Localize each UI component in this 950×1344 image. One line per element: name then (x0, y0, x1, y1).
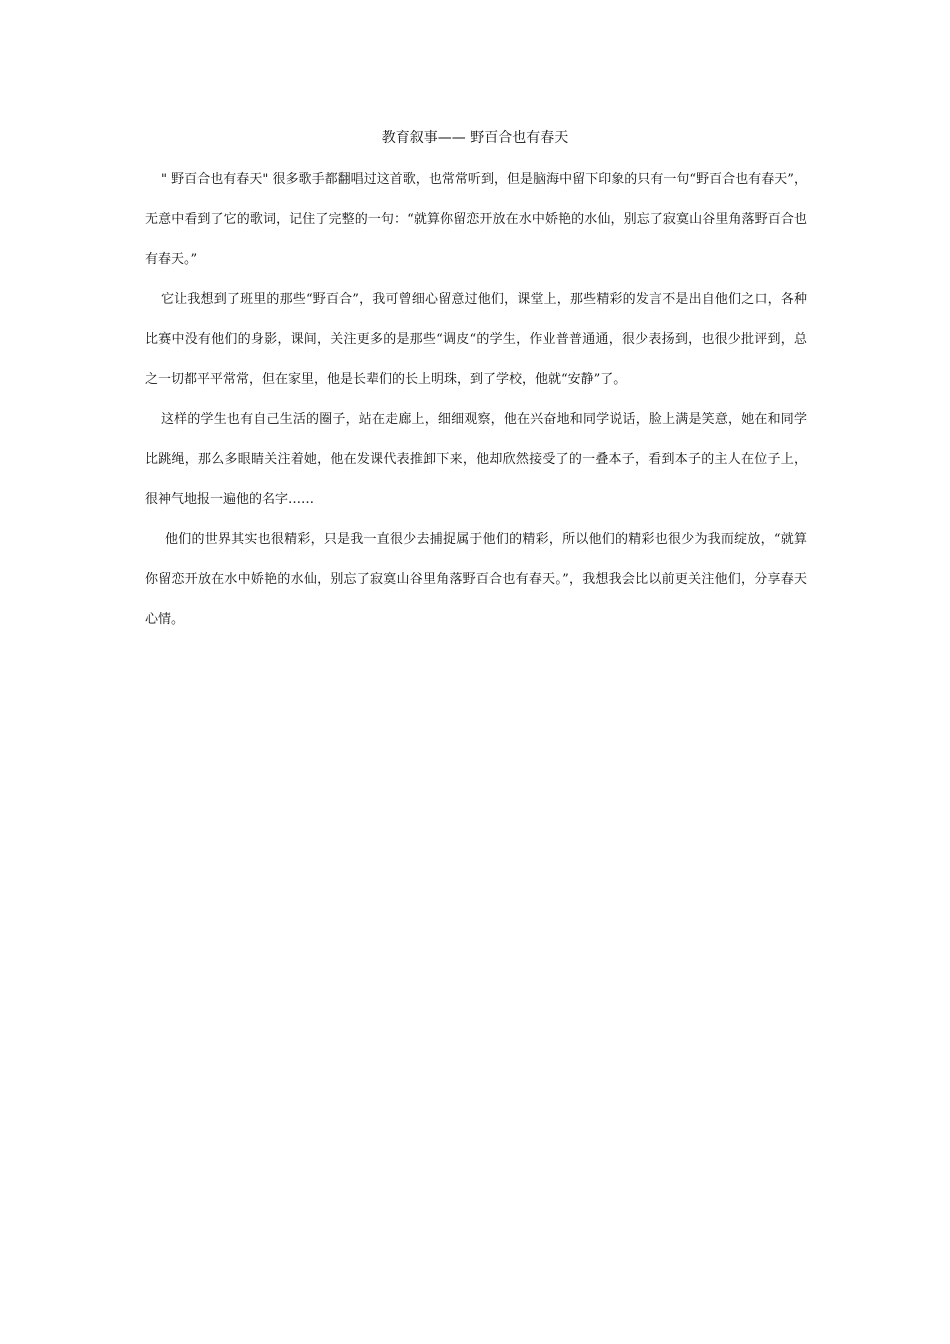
document-title: 教育叙事—— 野百合也有春天 (381, 130, 569, 146)
paragraph-1: " 野百合也有春天" 很多歌手都翻唱过这首歌，也常常听到，但是脑海中留下印象的只有一句“野百合也有春天”，无意中看到了它的歌词，记住了完整的一句：“就算你留恋开放在水中娇艳的水仙，别忘了寂寞山谷里角落野百合也有春天。” (145, 172, 807, 267)
document-body (145, 160, 807, 640)
paragraph-4: 他们的世界其实也很精彩，只是我一直很少去捕捉属于他们的精彩，所以他们的精彩也很少为我而绽放，“就算你留恋开放在水中娇艳的水仙，别忘了寂寞山谷里角落野百合也有春天。”，我想我会比以前更关注他们，分享春天心情。 (145, 532, 807, 627)
paragraph-3: 这样的学生也有自己生活的圈子，站在走廊上，细细观察，他在兴奋地和同学说话，脸上满是笑意，她在和同学比跳绳，那么多眼睛关注着她，他在发课代表推卸下来，他却欣然接受了的一叠本子，看到本子的主人在位子上，很神气地报一遍他的名字…… (145, 412, 807, 507)
paragraph-2: 它让我想到了班里的那些“野百合”，我可曾细心留意过他们，课堂上，那些精彩的发言不是出自他们之口，各种比赛中没有他们的身影，课间，关注更多的是那些“调皮“的学生，作业普普通通，很少表扬到，也很少批评到，总之一切都平平常常，但在家里，他是长辈们的长上明珠，到了学校，他就“安静”了。 (145, 292, 807, 387)
